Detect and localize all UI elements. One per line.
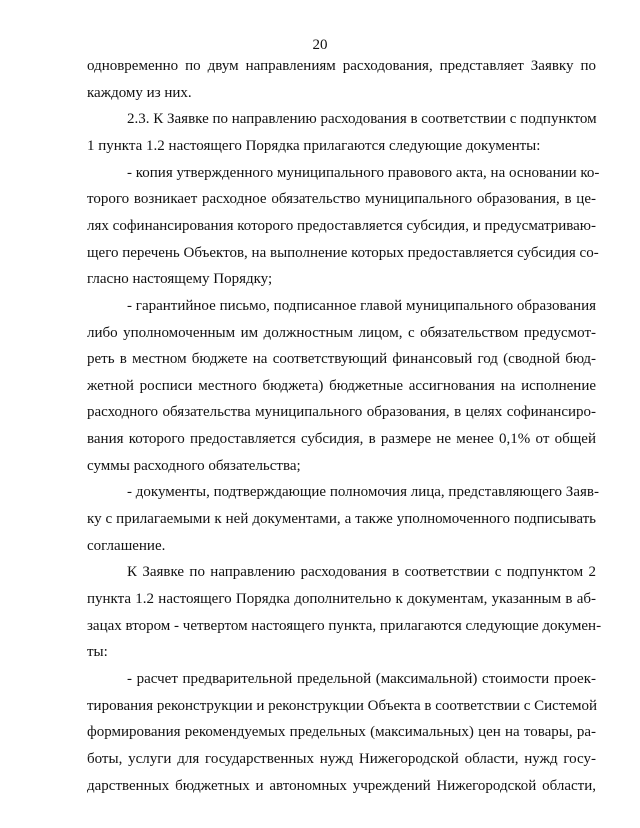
text-line: либо уполномоченным им должностным лицом, с обязательством предусмот-	[87, 324, 596, 341]
text-line: - гарантийное письмо, подписанное главой муниципального образования	[127, 297, 596, 314]
text-line: расходного обязательства муниципального образования, в целях софинансиро-	[87, 404, 596, 421]
text-line: ку с прилагаемыми к ней документами, а также уполномоченного подписывать	[87, 511, 596, 527]
text-line: боты, услуги для государственных нужд Нижегородской области, нужд госу-	[87, 750, 596, 767]
text-line: реть в местном бюджете на соответствующий финансовый год (сводной бюд-	[87, 351, 596, 368]
text-line: суммы расходного обязательства;	[87, 457, 301, 474]
text-line: жетной росписи местного бюджета) бюджетные ассигнования на исполнение	[87, 377, 596, 394]
page-number: 20	[312, 37, 328, 53]
text-line: ты:	[87, 644, 108, 661]
text-line: вания которого предоставляется субсидия, в размере не менее 0,1% от общей	[87, 431, 596, 448]
text-line: дарственных бюджетных и автономных учреждений Нижегородской области,	[87, 777, 596, 794]
text-line: соглашение.	[87, 537, 166, 554]
text-line: щего перечень Объектов, на выполнение которых предоставляется субсидия со-	[87, 244, 599, 261]
text-line: тирования реконструкции и реконструкции Объекта в соответствии с Системой	[87, 697, 598, 714]
text-line: лях софинансирования которого предоставляется субсидия, и предусматриваю-	[87, 217, 596, 234]
text-line: пункта 1.2 настоящего Порядка дополнительно к документам, указанным в аб-	[87, 591, 596, 607]
text-line: - документы, подтверждающие полномочия лица, представляющего Заяв-	[127, 484, 599, 501]
text-line: - копия утвержденного муниципального правового акта, на основании ко-	[127, 164, 600, 181]
text-line: торого возникает расходное обязательство муниципального образования, в це-	[87, 191, 596, 208]
text-line: зацах втором - четвертом настоящего пункта, прилагаются следующие докумен-	[87, 617, 602, 634]
text-line: каждому из них.	[87, 84, 192, 101]
text-line: гласно настоящему Порядку;	[87, 271, 273, 288]
text-line: К Заявке по направлению расходования в соответствии с подпунктом 2	[127, 564, 596, 581]
text-line: - расчет предварительной предельной (максимальной) стоимости проек-	[127, 670, 596, 687]
text-line: одновременно по двум направлениям расходования, представляет Заявку по	[87, 58, 596, 74]
text-line: формирования рекомендуемых предельных (максимальных) цен на товары, ра-	[87, 724, 596, 741]
text-line: 2.3. К Заявке по направлению расходования в соответствии с подпунктом	[127, 111, 597, 128]
text-line: 1 пункта 1.2 настоящего Порядка прилагаются следующие документы:	[87, 137, 541, 154]
